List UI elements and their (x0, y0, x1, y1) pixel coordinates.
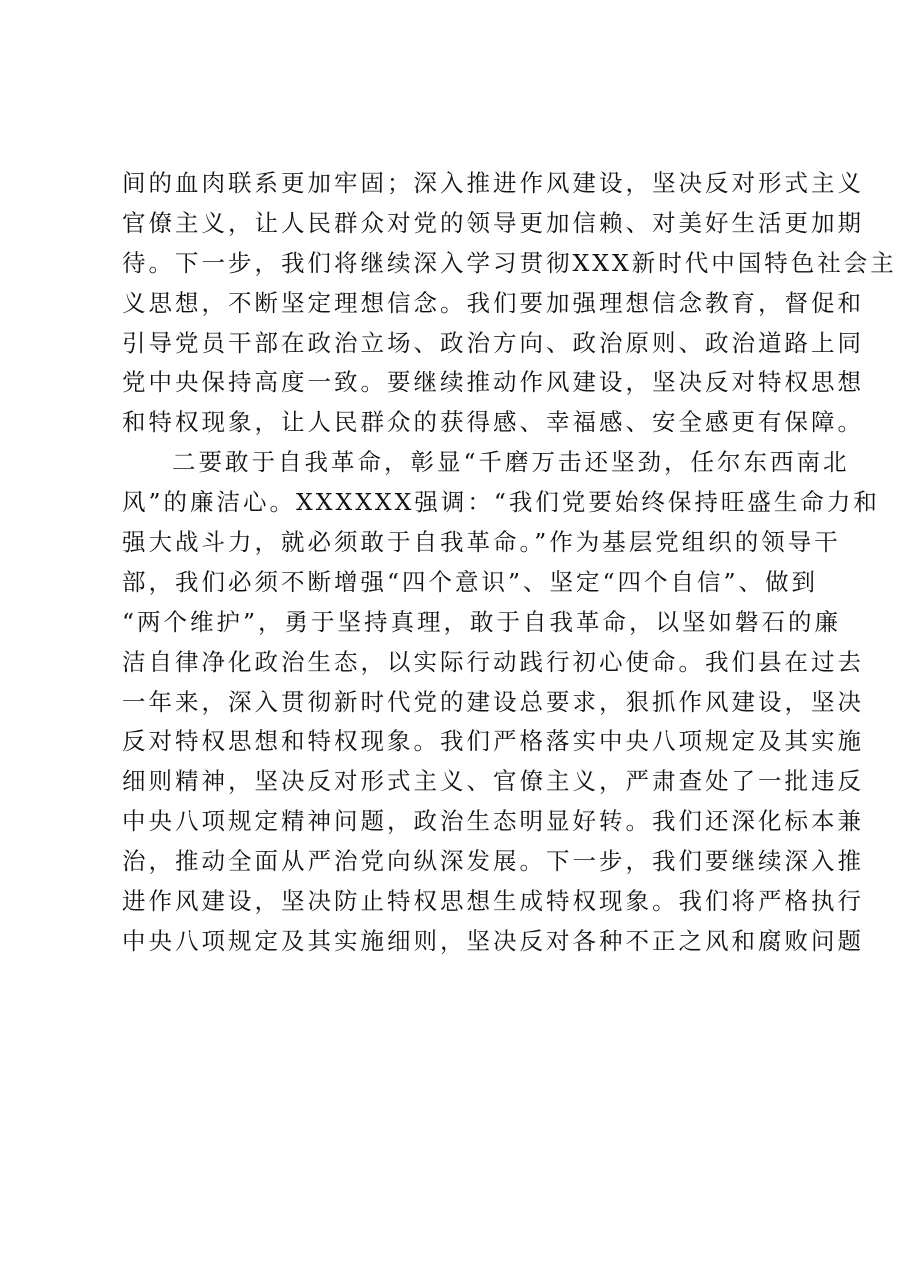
document-body (122, 164, 897, 962)
text-line: 风”的廉洁心。XXXXXX强调：“我们党要始终保持旺盛生命力和 (122, 488, 880, 517)
text-line: 中央八项规定及其实施细则，坚决反对各种不正之风和腐败问题 (122, 926, 864, 955)
text-line: 治，推动全面从严治党向纵深发展。下一步，我们要继续深入推 (122, 847, 864, 876)
text-line: 部，我们必须不断增强“四个意识”、坚定“四个自信”、做到 (122, 567, 819, 596)
text-line: 义思想，不断坚定理想信念。我们要加强理想信念教育，督促和 (122, 288, 864, 317)
text-line: 引导党员干部在政治立场、政治方向、政治原则、政治道路上同 (122, 328, 864, 357)
text-line: 待。下一步，我们将继续深入学习贯彻XXX新时代中国特色社会主 (122, 248, 897, 277)
text-line: 和特权现象，让人民群众的获得感、幸福感、安全感更有保障。 (122, 408, 864, 437)
text-line: 反对特权思想和特权现象。我们严格落实中央八项规定及其实施 (122, 727, 864, 756)
text-line: 党中央保持高度一致。要继续推动作风建设，坚决反对特权思想 (122, 368, 864, 397)
text-line: “两个维护”，勇于坚持真理，敢于自我革命，以坚如磐石的廉 (122, 607, 842, 636)
text-line: 细则精神，坚决反对形式主义、官僚主义，严肃查处了一批违反 (122, 767, 864, 796)
paragraph-first-line: 二要敢于自我革命，彰显“千磨万击还坚劲，任尔东西南北 (172, 448, 850, 477)
text-line: 中央八项规定精神问题，政治生态明显好转。我们还深化标本兼 (122, 807, 864, 836)
text-line: 间的血肉联系更加牢固；深入推进作风建设，坚决反对形式主义 (122, 169, 864, 197)
text-line: 进作风建设，坚决防止特权思想生成特权现象。我们将严格执行 (122, 887, 864, 916)
text-line: 官僚主义，让人民群众对党的领导更加信赖、对美好生活更加期 (122, 208, 864, 237)
text-line: 洁自律净化政治生态，以实际行动践行初心使命。我们县在过去 (122, 647, 864, 676)
text-line: 一年来，深入贯彻新时代党的建设总要求，狠抓作风建设，坚决 (122, 687, 864, 716)
text-line: 强大战斗力，就必须敢于自我革命。”作为基层党组织的领导干 (122, 528, 841, 557)
